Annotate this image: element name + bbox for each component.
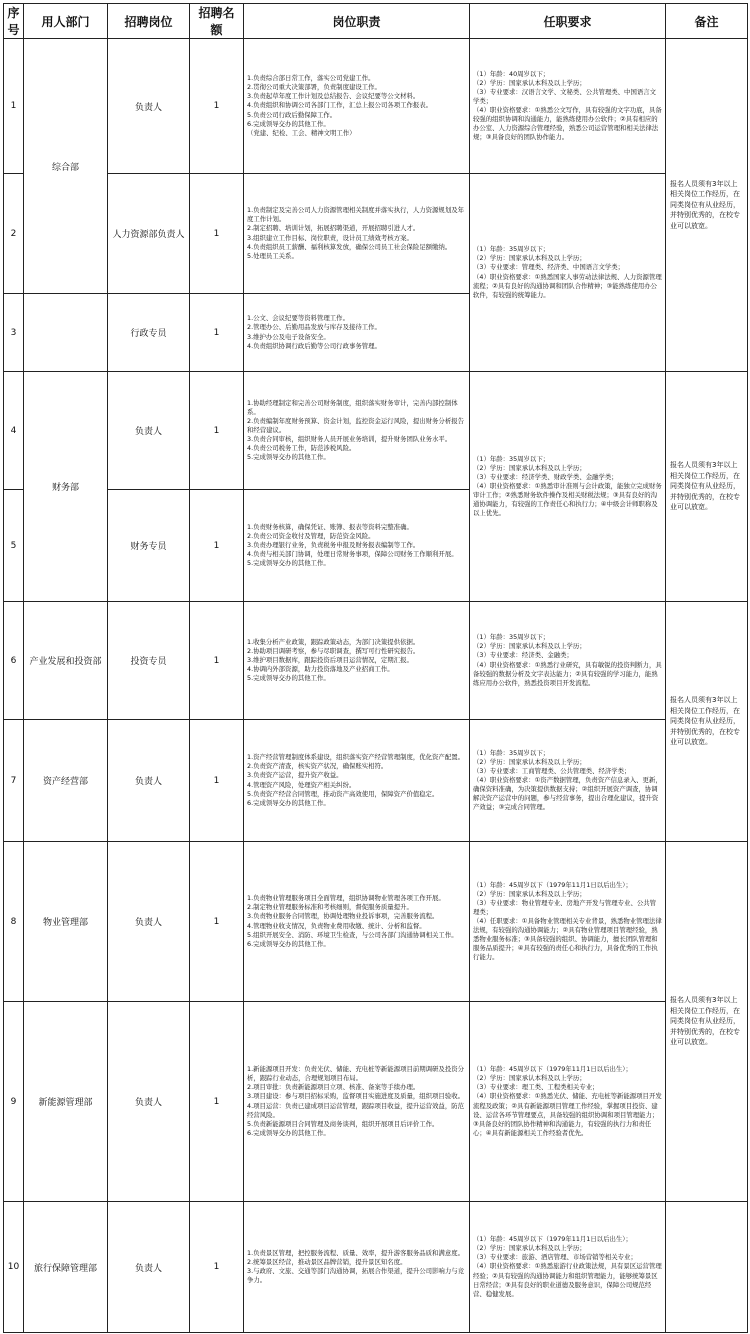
quota-cell: 1 — [190, 1002, 244, 1202]
quota-cell: 1 — [190, 372, 244, 490]
recruitment-table — [3, 3, 748, 1333]
row-seq: 9 — [4, 1002, 24, 1202]
row-seq: 1 — [4, 39, 24, 174]
remarks-cell: 报名人员须有3年以上相关岗位工作经历，在同类岗位有从业经历，并特别优秀的，在校专业可以放宽。 — [666, 842, 748, 1202]
table-row — [4, 39, 748, 174]
requirements-cell: （1）年龄：35周岁以下； （2）学历：国家承认本科及以上学历； （3）专业要求：经济类、金融类； （4）职业资格要求：①熟悉行业研究，具有敏锐的投资判断力，具备较强的数据分析及文字表达能力；②具有较强的学习能力，能熟练应用办公软件，熟悉投资项目开发流程。 — [470, 602, 666, 720]
remarks-cell: 报名人员须有3年以上相关岗位工作经历，在同类岗位有从业经历，并特别优秀的，在校专业可以放宽。 — [666, 602, 748, 842]
dept-cell: 资产经营部 — [24, 720, 108, 842]
table-row — [4, 842, 748, 1002]
table-row — [4, 602, 748, 720]
duties-cell: 1.负责制定及完善公司人力资源管理相关制度并落实执行，人力资源规划及年度工作计划。 2.制定招聘、培训计划，拓展招聘渠道，开展招聘引进人才。 3.组织建立工作目标、岗位职责，设计员工绩效考核方案。 4.负责组织员工薪酬、福利核算发放，确保公司员工社会保险足额缴纳。 5.处理员工关系。 — [244, 174, 470, 294]
duties-cell: 1.资产经营管理制度体系建设，组织落实资产经营管理制度，优化资产配置。 2.负责资产清查，核实资产状况，确保账实相符。 3.负责资产运营，提升资产收益。 4.管理资产风险，处理资产相关纠纷。 5.负责资产经营合同管理，推动资产高效使用，保障资产价值稳定。 6.完成领导交办的其他工作。 — [244, 720, 470, 842]
position-cell: 投资专员 — [108, 602, 190, 720]
position-cell: 负责人 — [108, 720, 190, 842]
row-seq: 4 — [4, 372, 24, 490]
dept-cell: 新能源管理部 — [24, 1002, 108, 1202]
duties-cell: 1.新能源项目开发：负责光伏、储能、充电桩等新能源项目前期调研及投资分析，跟踪行业动态，合理规划项目布局。 2.项目审批：负责新能源项目立项、核准、备案等手续办理。 3.项目建设：参与项目招标采购，监督项目实施进度及质量，组织项目验收。 4.项目运营：负责已建成项目运营管理，跟踪项目收益，提升运营效益，防范经营风险。 5.负责新能源项目合同管理及商务谈判，组织开展项目后评价工作。 6.完成领导交办的其他工作。 — [244, 1002, 470, 1202]
row-seq: 3 — [4, 294, 24, 372]
dept-cell: 旅行保障管理部 — [24, 1202, 108, 1333]
quota-cell: 1 — [190, 842, 244, 1002]
quota-cell: 1 — [190, 174, 244, 294]
duties-cell: 1.负责物业管理服务项目全面管理，组织协调物业管理各项工作开展。 2.制定物业管理服务标准和考核细则，督促服务质量提升。 3.负责物业服务合同管理，协调处理物业投诉事项，完善服务流程。 4.管理物业收支情况，负责物业费用收缴、统计、分析和监督。 5.组织开展安全、消防、环境卫生检查，与公司各部门沟通协调相关工作。 6.完成领导交办的其他工作。 — [244, 842, 470, 1002]
remarks-cell: 报名人员须有3年以上相关岗位工作经历，在同类岗位有从业经历，并特别优秀的，在校专业可以放宽。 — [666, 39, 748, 372]
header-position: 招聘岗位 — [108, 4, 190, 39]
remarks-cell: 报名人员须有3年以上相关岗位工作经历，在同类岗位有从业经历，并特别优秀的，在校专业可以放宽。 — [666, 372, 748, 602]
requirements-cell: （1）年龄：40周岁以下； （2）学历：国家承认本科及以上学历； （3）专业要求：汉语言文学、文秘类、公共管理类、中国语言文学类； （4）职业资格要求：①熟悉公文写作，具有较强的文字功底，具备较强的组织协调和沟通能力，能熟练使用办公软件；②具有相应的办公室、人力资源综合管理经验，熟悉公司运营管理和相关法律法规；③具备良好的团队协作能力。 — [470, 39, 666, 174]
row-seq: 5 — [4, 490, 24, 602]
requirements-cell: （1）年龄：35周岁以下； （2）学历：国家承认本科及以上学历； （3）专业要求：经济学类、财政学类、金融学类； （4）职业资格要求：①熟悉审计准则与会计政策，能独立完成财务审计工作；②熟悉财务软件操作及相关财税法规；③具有良好的沟通协调能力，有较强的工作责任心和执行力；④中级会计师职称及以上优先。 — [470, 372, 666, 602]
position-cell: 负责人 — [108, 372, 190, 490]
dept-cell: 物业管理部 — [24, 842, 108, 1002]
quota-cell: 1 — [190, 294, 244, 372]
duties-cell: 1.公文、会议纪要等资料管理工作。 2.管理办公、后勤用品发放与库存及接待工作。 3.维护办公及电子设备安全。 4.负责组织协调行政后勤等公司行政事务管理。 — [244, 294, 470, 372]
header-row — [4, 4, 748, 39]
requirements-cell: （1）年龄：45周岁以下（1979年11月1日以后出生）； （2）学历：国家承认本科及以上学历； （3）专业要求：旅游、酒店管理、市场营销等相关专业； （4）职业资格要求：①熟悉旅游行业政策法规，具有景区运营管理经验；②具有较强的沟通协调能力和组织管理能力，能够统筹景区日常经营；③具有良好的职业道德及服务意识，保障公司规范经营、稳健发展。 — [470, 1202, 666, 1333]
header-requirements: 任职要求 — [470, 4, 666, 39]
row-seq: 6 — [4, 602, 24, 720]
table-row — [4, 372, 748, 490]
remarks-cell-empty — [666, 1202, 748, 1333]
header-remarks: 备注 — [666, 4, 748, 39]
row-seq: 2 — [4, 174, 24, 294]
table-row — [4, 720, 748, 842]
dept-cell: 产业发展和投资部 — [24, 602, 108, 720]
dept-cell: 财务部 — [24, 372, 108, 602]
requirements-cell: （1）年龄：45周岁以下（1979年11月1日以后出生）； （2）学历：国家承认本科及以上学历； （3）专业要求：物业管理专业、房地产开发与管理专业、公共管理类； （4）任职要求：①具备物业管理相关专业背景，熟悉物业管理法律法规，有较强的沟通协调能力；②具有物业管理项目管理经验，熟悉物业服务标准；③具备较强的组织、协调能力，擅长团队管理和服务品质提升；④具有较强的责任心和执行力，具备优秀的工作执行能力。 — [470, 842, 666, 1002]
position-cell: 负责人 — [108, 842, 190, 1002]
table-row — [4, 1202, 748, 1333]
header-quota: 招聘名额 — [190, 4, 244, 39]
quota-cell: 1 — [190, 1202, 244, 1333]
dept-cell: 综合部 — [24, 39, 108, 294]
table-row — [4, 174, 748, 294]
row-seq: 7 — [4, 720, 24, 842]
row-seq: 8 — [4, 842, 24, 1002]
header-seq: 序号 — [4, 4, 24, 39]
duties-cell: 1.负责景区管理，把控服务流程、质量、效率，提升游客服务品质和满意度。 2.统筹景区经营，推动景区品牌营销，提升景区知名度。 3.与政府、文旅、交通等部门沟通协调，拓展合作渠道，提升公司影响力与竞争力。 — [244, 1202, 470, 1333]
duties-cell: 1.收集分析产业政策，跟踪政策动态，为部门决策提供依据。 2.协助项目调研考察，参与尽职调查，撰写可行性研究报告。 3.维护项目数据库，跟踪投资后项目运营情况，定期汇报。 4.协调内外部资源，助力投资落地及产业招商工作。 5.完成领导交办的其他工作。 — [244, 602, 470, 720]
quota-cell: 1 — [190, 602, 244, 720]
row-seq: 10 — [4, 1202, 24, 1333]
header-dept: 用人部门 — [24, 4, 108, 39]
duties-cell: 1.负责财务核算，确保凭证、账簿、报表等资料完整准确。 2.负责公司资金收付及管理，防范资金风险。 3.负责办理银行业务，负责税务申报及财务报表编制等工作。 4.负责与相关部门协调，处理日常财务事项，保障公司财务工作顺利开展。 5.完成领导交办的其他工作。 — [244, 490, 470, 602]
quota-cell: 1 — [190, 720, 244, 842]
position-cell: 负责人 — [108, 1002, 190, 1202]
duties-cell: 1.协助经理制定和完善公司财务制度，组织落实财务审计，完善内部控制体系。 2.负责编制年度财务预算、资金计划，监控资金运行风险，提出财务分析报告和经营建议。 3.负责合同审核，组织财务人员开展业务培训，提升财务团队业务水平。 4.负责公司税务工作，防范涉税风险。 5.完成领导交办的其他工作。 — [244, 372, 470, 490]
table-row — [4, 1002, 748, 1202]
duties-cell: 1.负责综合部日常工作，落实公司党建工作。 2.贯彻公司重大决策部署，负责制度建设工作。 3.负责起草年度工作计划及总结报告、会议纪要等公文材料。 4.负责组织和协调公司各部门工作，汇总上报公司各项工作报表。 5.负责公司行政后勤保障工作。 6.完成领导交办的其他工作。 （党建、纪检、工会、精神文明工作） — [244, 39, 470, 174]
position-cell: 负责人 — [108, 39, 190, 174]
requirements-cell: （1）年龄：35周岁以下； （2）学历：国家承认本科及以上学历； （3）专业要求：管理类、经济类、中国语言文学类； （4）职业资格要求：①熟悉国家人事劳动法律法规、人力资源管理流程；②具有良好的沟通协调和团队合作精神；③能熟练使用办公软件，有较强的统筹能力。 — [470, 174, 666, 372]
header-duties: 岗位职责 — [244, 4, 470, 39]
position-cell: 负责人 — [108, 1202, 190, 1333]
position-cell: 人力资源部负责人 — [108, 174, 190, 294]
quota-cell: 1 — [190, 490, 244, 602]
recruitment-table-sheet — [3, 3, 747, 1331]
quota-cell: 1 — [190, 39, 244, 174]
dept-cell-cont — [24, 294, 108, 372]
position-cell: 财务专员 — [108, 490, 190, 602]
position-cell: 行政专员 — [108, 294, 190, 372]
requirements-cell: （1）年龄：45周岁以下（1979年11月1日以后出生）； （2）学历：国家承认本科及以上学历； （3）专业要求：理工类、工程类相关专业； （4）职业资格要求：①熟悉光伏、储能、充电桩等新能源项目开发流程及政策；②具有新能源项目管理工作经验，掌握项目投资、建设、运营各环节管理要点，具备较强的组织协调和项目管理能力；③具备良好的团队协作精神和沟通能力，有较强的执行力和责任心；④具有新能源相关工作经验者优先。 — [470, 1002, 666, 1202]
requirements-cell: （1）年龄：35周岁以下； （2）学历：国家承认本科及以上学历； （3）专业要求：工商管理类、公共管理类、经济学类； （4）职业资格要求：①资产数据管理，负责资产信息录入、更新，确保资料准确，为决策提供数据支持；②组织开展资产调查，协调解决资产运营中的问题，参与经营事务，提出合理化建议，提升资产效益；③完成合同管理。 — [470, 720, 666, 842]
